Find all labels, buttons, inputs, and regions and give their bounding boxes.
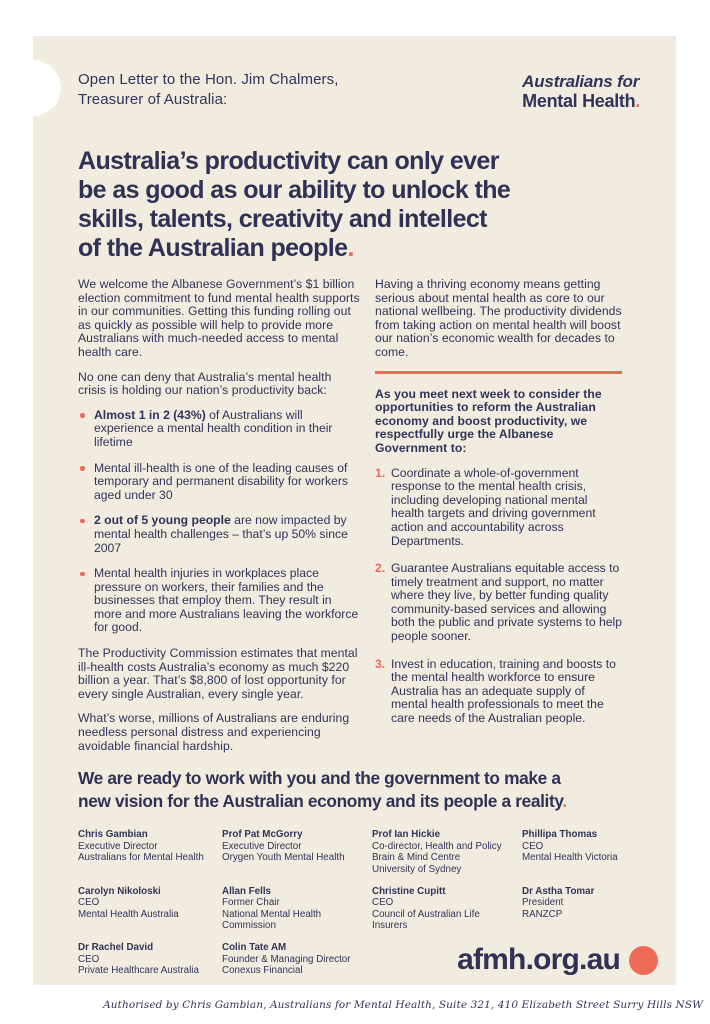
paragraph: Having a thriving economy means getting serious about mental health as core to our national wellbeing. The productivity dividends from taking action on mental health will boost our nation’s economic wealth for decades to come. <box>375 277 622 359</box>
numbered-item: 2. Guarantee Australians equitable access to timely treatment and support, no matter where they live, by better funding quality community-based services and allowing both the public and private systems to help people sooner. <box>375 561 623 644</box>
urge-heading: As you meet next week to consider the opportunities to reform the Australian economy and boost productivity, we respectfully urge the Albanese Government to: <box>375 386 602 455</box>
salutation-line-2: Treasurer of Australia: <box>78 91 228 108</box>
bullet-item: Mental health injuries in workplaces place pressure on workers, their families and the businesses that employ them. They result in more and more Australians leaving the workforce for good. <box>78 567 360 635</box>
headline-line-1: Australia’s productivity can only ever <box>78 147 499 175</box>
headline-line-4: of the Australian people. <box>78 234 354 262</box>
right-column <box>375 278 623 764</box>
closing-accent-dot: . <box>562 790 567 811</box>
brand-circle-icon <box>629 946 658 975</box>
signatory-chris-gambian: Chris Gambian Executive Director Australians for Mental Health <box>78 829 204 864</box>
signatory-christine-cupitt: Christine Cupitt CEO Council of Australian Life Insurers <box>372 885 480 932</box>
paragraph: We welcome the Albanese Government’s $1 billion election commitment to fund mental health supports in our communities. Getting this funding rolling out as quickly as possible will help to provide more Australians with much-needed access to mental health care. <box>78 277 360 359</box>
left-column <box>78 278 360 764</box>
logo-bold-line: Mental Health. <box>522 91 640 111</box>
logo-script-line: Australians for <box>522 72 640 91</box>
notch-decoration <box>5 60 61 116</box>
signatory-astha-tomar: Dr Astha Tomar President RANZCP <box>522 885 595 920</box>
signatory-phillipa-thomas: Phillipa Thomas CEO Mental Health Victoria <box>522 829 618 864</box>
signatory-carolyn-nikoloski: Carolyn Nikoloski CEO Mental Health Australia <box>78 885 179 920</box>
signatories-grid <box>78 829 658 977</box>
website-block <box>372 942 658 977</box>
bullet-dot-icon <box>80 413 85 418</box>
item-number: 2. <box>375 561 386 576</box>
org-logo <box>522 70 640 111</box>
divider-rule <box>375 371 622 374</box>
closing-line-1: We are ready to work with you and the government to make a <box>78 768 561 789</box>
bullet-dot-icon <box>80 466 85 471</box>
bullet-item: 2 out of 5 young people are now impacted by mental health challenges – that’s up 50% since 2007 <box>78 514 360 555</box>
bullet-dot-icon <box>80 572 85 577</box>
signatory-ian-hickie: Prof Ian Hickie Co-director, Health and Policy Brain & Mind Centre University of Sydney <box>372 829 502 875</box>
signatory-allan-fells: Allan Fells Former Chair National Mental Health Commission <box>222 885 322 932</box>
bullet-item: Almost 1 in 2 (43%) of Australians will experience a mental health condition in their lifetime <box>78 409 360 450</box>
closing-statement <box>78 767 658 812</box>
paragraph: The Productivity Commission estimates that mental ill-health costs Australia’s economy as much $220 billion a year. That’s $8,800 of lost opportunity for every single Australian, every single year. <box>78 646 358 701</box>
letter-card <box>33 36 676 985</box>
closing-line-2: new vision for the Australian economy and its people a reality. <box>78 790 567 811</box>
paragraph: What’s worse, millions of Australians are enduring needless personal distress and experiencing avoidable financial hardship. <box>78 711 350 753</box>
salutation <box>78 70 338 110</box>
bullet-dot-icon <box>80 519 85 524</box>
numbered-item: 3. Invest in education, training and boosts to the mental health workforce to ensure Australia has an adequate supply of mental health professionals to meet the care needs of the Australian people. <box>375 656 616 726</box>
headline <box>78 147 643 263</box>
website-link[interactable]: afmh.org.au <box>457 942 620 976</box>
headline-line-3: skills, talents, creativity and intellect <box>78 205 487 233</box>
signatory-rachel-david: Dr Rachel David CEO Private Healthcare Australia <box>78 941 199 977</box>
bullet-item: Mental ill-health is one of the leading causes of temporary and permanent disability for workers aged under 30 <box>78 462 360 503</box>
letter-header <box>78 70 640 111</box>
signatory-pat-mcgorry: Prof Pat McGorry Executive Director Orygen Youth Mental Health <box>222 829 345 864</box>
numbered-item: 1. Coordinate a whole-of-government response to the mental health crisis, including developing national mental health targets and driving government action and accountability across Departments. <box>375 465 596 548</box>
paragraph: No one can deny that Australia’s mental health crisis is holding our nation’s productivity back: <box>78 369 332 398</box>
body-columns <box>78 278 623 764</box>
signatory-colin-tate: Colin Tate AM Founder & Managing Director Conexus Financial <box>222 941 351 977</box>
salutation-line-1: Open Letter to the Hon. Jim Chalmers, <box>78 71 339 88</box>
headline-line-2: be as good as our ability to unlock the <box>78 176 511 204</box>
logo-accent-dot: . <box>635 91 640 111</box>
authorisation-text: Authorised by Chris Gambian, Australians for Mental Health, Suite 321, 410 Elizabeth Street Surry Hills NSW <box>103 999 703 1011</box>
item-number: 3. <box>375 656 386 671</box>
headline-accent-dot: . <box>347 234 354 262</box>
item-number: 1. <box>375 465 386 480</box>
